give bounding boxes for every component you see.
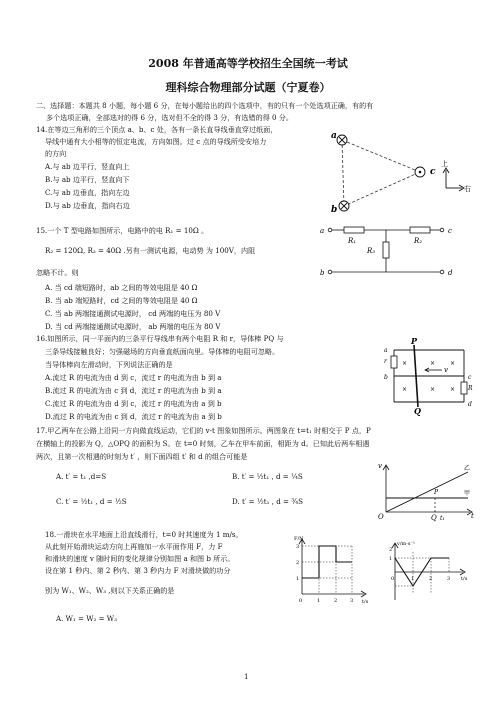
svg-text:×: × <box>402 360 408 367</box>
label-yi: 乙 <box>464 465 471 472</box>
q18-stem-1: 18.一滑块在水平地面上沿直线滑行，t=0 时其速度为 1 m/s。 <box>45 530 243 539</box>
label-v-axis: v/m·s⁻¹ <box>397 541 416 547</box>
q14-option-a: A.与 ab 边平行，竖直向上 <box>45 162 130 171</box>
label-c: c <box>448 227 452 235</box>
label-jia: 甲 <box>464 490 471 497</box>
q16-option-c: C.流过 R 的电流为由 d 到 c，流过 r 的电流为由 a 到 b <box>45 399 222 408</box>
tick-3: 3 <box>350 598 354 604</box>
svg-text:×: × <box>450 360 456 367</box>
q14-stem-1: 14.在等边三角形的三个顶点 a、b、c 处，各有一条长直导线垂直穿过纸面， <box>36 125 278 134</box>
q16-stem-1: 16.如图所示，同一平面内的三条平行导线串有两个电阻 R 和 r，导体棒 PQ 与 <box>36 334 284 343</box>
label-up: 上 <box>441 160 448 168</box>
q18-force-graph <box>292 534 372 606</box>
tick-0: 0 <box>299 598 303 604</box>
q15-option-d: D. 当 cd 两端接通测试电源时， ab 两端的电压为 80 V <box>45 322 221 331</box>
label-o: O <box>378 513 384 521</box>
q16-stem-2: 三条导线接触良好；匀强磁场的方向垂直纸面向里。导体棒的电阻可忽略。 <box>45 347 280 356</box>
label-d: d <box>468 401 472 408</box>
label-a: a <box>331 131 337 141</box>
line-yi <box>386 472 471 512</box>
wire-a <box>337 135 347 145</box>
svg-text:×: × <box>430 360 436 367</box>
label-b: b <box>384 374 388 381</box>
label-t-axis: t/s <box>362 599 369 605</box>
label-r3: R₃ <box>367 247 376 255</box>
resistor-r1 <box>344 227 364 233</box>
q17-option-b: B. t′ = ½t₁ , d = ¼S <box>232 472 303 481</box>
page-subtitle: 理科综合物理部分试题（宁夏卷） <box>165 81 331 94</box>
q18-velocity-graph <box>383 538 473 606</box>
direction-axes-icon <box>443 168 464 191</box>
label-t1: t₁ <box>440 515 445 522</box>
q18-stem-5: 别为 W₁、W₂、W₃ ,则以下关系正确的是 <box>45 586 175 595</box>
q15-option-b: B. 当 ab 端短路时，cd 之间的等效电阻是 40 Ω <box>45 296 198 305</box>
q18-option-a: A. W₁ = W₂ = W₃ <box>56 614 117 623</box>
ytick-1: 1 <box>296 576 300 582</box>
q17-stem-1: 17.甲乙两车在公路上沿同一方向做直线运动，它们的 v-t 图象如图所示。两图象在 t=t₁ 时相交于 P 点，P <box>36 426 371 435</box>
q15-stem-2: R₂ = 120Ω, R₃ = 40Ω .另有一测试电源，电动势 为 100V，内阻 <box>45 246 256 255</box>
q15-stem-3: 忽略不计。则 <box>36 268 79 277</box>
section-intro-line1: 二、选择题：本题共 8 小题，每小题 6 分，在每小题给出的四个选项中，有的只有一个处选项正确，有的有 <box>36 101 374 110</box>
wire-b <box>339 201 349 211</box>
q17-stem-3: 两次，且第一次相遇的时刻为 t′ ，则下面四组 t′ 和 d 的组合可能是 <box>36 452 248 461</box>
q16-option-b: B.流过 R 的电流为由 c 到 d，流过 r 的电流为由 b 到 a <box>45 386 222 395</box>
label-r1: R₁ <box>348 237 357 245</box>
section-intro-line2: 多个选项正确，全部选对的得 6 分，选对但不全的得 3 分，有选错的得 0 分。 <box>46 113 293 122</box>
q14-option-b: B.与 ab 边平行，竖直向下 <box>45 175 130 184</box>
tick-1: 1 <box>317 598 321 604</box>
label-b: b <box>331 205 338 215</box>
label-p: P <box>411 336 418 346</box>
svg-text:×: × <box>450 386 456 393</box>
q16-option-d: D.流过 R 的电流为由 c 到 d，流过 r 的电流为由 a 到 b <box>45 412 222 421</box>
q15-stem-1: 15.一个 T 型电路如图所示，电路中的电 R₁ = 10Ω 。 <box>36 226 209 235</box>
ytick-3: 3 <box>296 544 300 550</box>
ytick-2: 2 <box>389 547 393 553</box>
q17-vt-graph <box>378 462 478 520</box>
label-t-axis: t/s <box>461 576 468 582</box>
label-d: d <box>448 269 453 277</box>
q15-option-a: A. 当 cd 端短路时，ab 之间的等效电阻是 40 Ω <box>45 283 198 292</box>
tick-2: 2 <box>334 598 338 604</box>
q14-option-d: D.与 ab 边垂直，指向右边 <box>45 201 130 210</box>
q16-stem-3: 当导体棒向左滑动时，下列说法正确的是 <box>45 360 173 369</box>
page-number: 1 <box>244 672 249 681</box>
q17-option-a: A. t′ = t₁ ,d=S <box>56 472 107 481</box>
ytick-1: 1 <box>389 556 393 562</box>
label-right: 右 <box>464 185 471 193</box>
label-q: Q <box>414 406 421 416</box>
label-r2: R₂ <box>414 237 423 245</box>
tick-3: 3 <box>447 576 451 582</box>
label-t-axis: t <box>471 512 474 520</box>
q16-rails-figure <box>380 336 480 416</box>
label-c: c <box>430 167 436 177</box>
magnetic-field-crosses <box>402 360 455 393</box>
label-r-large: R <box>468 385 473 392</box>
tick-0: 0 <box>391 576 395 582</box>
label-r-small: r <box>384 358 387 365</box>
svg-text:×: × <box>430 386 436 393</box>
ytick-2: 2 <box>296 560 300 566</box>
label-q: Q <box>431 514 437 522</box>
q15-option-c: C. 当 ab 两端接通测试电源时， cd 两端的电压为 80 V <box>45 309 221 318</box>
q14-stem-3: 的方向 <box>45 149 67 158</box>
q14-stem-2: 导线中通有大小相等的恒定电流，方向如图。过 c 点的导线所受安培力 <box>45 137 267 146</box>
q18-stem-4: 设在第 1 秒内、第 2 秒内、第 3 秒内力 F 对滑块做的功分 <box>45 566 231 575</box>
label-a: a <box>384 347 388 354</box>
resistor-r3 <box>383 242 389 258</box>
q15-circuit-figure <box>318 222 458 280</box>
q16-option-a: A.流过 R 的电流为由 d 到 c，流过 r 的电流为由 b 到 a <box>45 373 222 382</box>
q17-option-c: C. t′ = ½t₁ , d = ½S <box>56 497 127 506</box>
label-a: a <box>320 227 325 235</box>
q14-option-c: C.与 ab 边垂直，指向左边 <box>45 188 130 197</box>
q17-stem-2: 在横轴上的投影为 Q，△OPQ 的面积为 S。在 t=0 时刻，乙车在甲车前面，相距为 d。已知此后两车相遇 <box>36 439 370 448</box>
q14-triangle-figure <box>330 126 470 216</box>
resistor-r-small <box>391 356 397 368</box>
label-p: P <box>434 489 439 496</box>
tick-2: 2 <box>429 576 433 582</box>
q18-stem-2: 从此刻开始滑块运动方向上再施加一水平面作用 F，力 F <box>45 542 223 551</box>
q18-stem-3: 和滑块的速度 v 随时间的变化规律分别如图 a 和图 b 所示。 <box>45 554 235 563</box>
resistor-r2 <box>410 227 430 233</box>
resistor-r-large <box>461 382 467 394</box>
label-v-axis: v <box>378 462 382 470</box>
wire-c <box>415 167 425 177</box>
page-title: 2008 年普通高等学校招生全国统一考试 <box>148 57 348 70</box>
label-c: c <box>468 374 472 381</box>
tick-1: 1 <box>411 576 415 582</box>
label-v: v <box>444 366 448 374</box>
svg-text:×: × <box>402 386 408 393</box>
q17-option-d: D. t′ = ½t₁ , d = ¾S <box>232 497 303 506</box>
label-b: b <box>320 269 325 277</box>
label-f-axis: F/N <box>294 536 304 542</box>
